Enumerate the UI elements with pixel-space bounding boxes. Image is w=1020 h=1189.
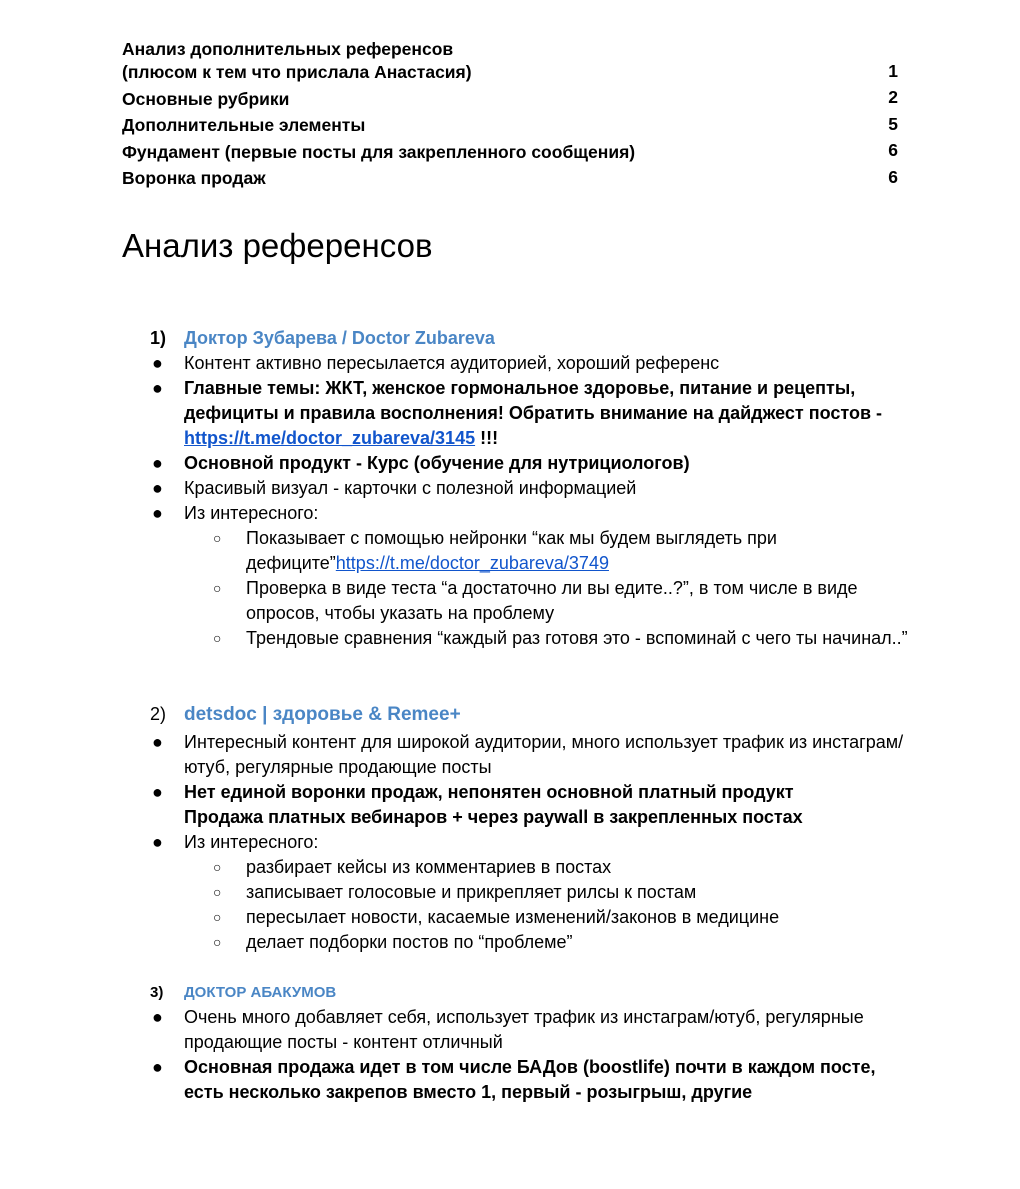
- toc-entry[interactable]: [122, 84, 898, 111]
- list-item: Основная продажа идет в том числе БАДов (boostlife) почти в каждом посте, есть несколько закрепов вместо 1, первый - розыгрыш, другие: [184, 1057, 876, 1102]
- toc-entry[interactable]: [122, 164, 898, 191]
- sub-item: записывает голосовые и прикрепляет рилсы к постам: [246, 882, 697, 902]
- bullet-icon: ●: [152, 453, 163, 473]
- circle-bullet-icon: ○: [213, 909, 222, 925]
- toc-page: 6: [888, 140, 898, 160]
- toc-page: 5: [888, 113, 898, 134]
- section-title: detsdoc | здоровье & Remee+: [184, 704, 461, 725]
- item-text: Главные темы: ЖКТ, женское гормональное здоровье, питание и рецепты, дефициты и правила восполнения! Обратить внимание на дайджест постов -: [184, 378, 883, 423]
- bullet-icon: ●: [152, 1007, 163, 1027]
- toc-entry[interactable]: [122, 137, 898, 164]
- digest-link[interactable]: https://t.me/doctor_zubareva/3145: [184, 428, 476, 448]
- section-title: Доктор Зубарева / Doctor Zubareva: [184, 328, 495, 348]
- item-text: Нет единой воронки продаж, непонятен основной платный продукт: [184, 782, 794, 802]
- page-heading: Анализ референсов: [122, 227, 433, 264]
- bullet-icon: ●: [152, 503, 163, 523]
- example-link[interactable]: https://t.me/doctor_zubareva/3749: [335, 553, 609, 573]
- sub-item: делает подборки постов по “проблеме”: [246, 932, 573, 952]
- item-text: Показывает с помощью нейронки “как мы будем выглядеть при дефиците”: [246, 528, 777, 573]
- toc-title[interactable]: Фундамент (первые посты для закрепленного сообщения): [122, 141, 636, 162]
- toc-page: 2: [888, 87, 898, 107]
- list-item: [184, 780, 910, 830]
- list-item: Красивый визуал - карточки с полезной информацией: [184, 478, 637, 498]
- list-item: Из интересного:: [184, 832, 319, 852]
- sub-item: Проверка в виде теста “а достаточно ли вы едите..?”, в том числе в виде опросов, чтобы указать на проблему: [246, 578, 858, 623]
- section-number: 1): [150, 328, 167, 348]
- list-item: Основной продукт - Курс (обучение для нутрициологов): [184, 453, 690, 473]
- section-number: 3): [150, 984, 164, 1001]
- list-item: Контент активно пересылается аудиторией, хороший референс: [184, 353, 720, 373]
- circle-bullet-icon: ○: [213, 580, 222, 596]
- sub-item: разбирает кейсы из комментариев в постах: [246, 857, 612, 877]
- circle-bullet-icon: ○: [213, 630, 222, 646]
- list-item: [184, 376, 910, 451]
- section-title: ДОКТОР АБАКУМОВ: [184, 984, 337, 1001]
- toc-title[interactable]: Дополнительные элементы: [122, 115, 366, 135]
- sub-item: пересылает новости, касаемые изменений/законов в медицине: [246, 907, 780, 927]
- bullet-icon: ●: [152, 378, 163, 398]
- bullet-icon: ●: [152, 732, 163, 752]
- bullet-icon: ●: [152, 478, 163, 498]
- sub-item: Трендовые сравнения “каждый раз готовя это - вспоминай с чего ты начинал..”: [246, 628, 908, 648]
- list-item: Интересный контент для широкой аудитории, много использует трафик из инстаграм/ютуб, регулярные продающие посты: [184, 732, 904, 777]
- table-of-contents: [122, 38, 898, 190]
- bullet-icon: ●: [152, 353, 163, 373]
- bullet-icon: ●: [152, 832, 163, 852]
- list-item: Очень много добавляет себя, использует трафик из инстаграм/ютуб, регулярные продающие посты - контент отличный: [184, 1007, 864, 1052]
- section-number: 2): [150, 704, 167, 724]
- toc-title[interactable]: Воронка продаж: [122, 168, 266, 188]
- item-text: Продажа платных вебинаров + через paywall в закрепленных постах: [184, 807, 803, 827]
- toc-entry[interactable]: [122, 111, 898, 138]
- circle-bullet-icon: ○: [213, 859, 222, 875]
- toc-page: 1: [888, 60, 898, 81]
- section-2: [150, 702, 910, 955]
- sub-item: [246, 526, 910, 576]
- circle-bullet-icon: ○: [213, 530, 222, 546]
- toc-page: 6: [888, 166, 898, 187]
- bullet-icon: ●: [152, 1057, 163, 1077]
- section-1: [150, 326, 910, 651]
- toc-entry[interactable]: [122, 38, 898, 84]
- circle-bullet-icon: ○: [213, 934, 222, 950]
- toc-title[interactable]: Анализ дополнительных референсов (плюсом к тем что прислала Анастасия): [122, 39, 472, 82]
- section-3: [150, 980, 910, 1105]
- list-item: Из интересного:: [184, 503, 319, 523]
- item-text: !!!: [475, 428, 499, 448]
- bullet-icon: ●: [152, 782, 163, 802]
- circle-bullet-icon: ○: [213, 884, 222, 900]
- toc-title[interactable]: Основные рубрики: [122, 88, 290, 109]
